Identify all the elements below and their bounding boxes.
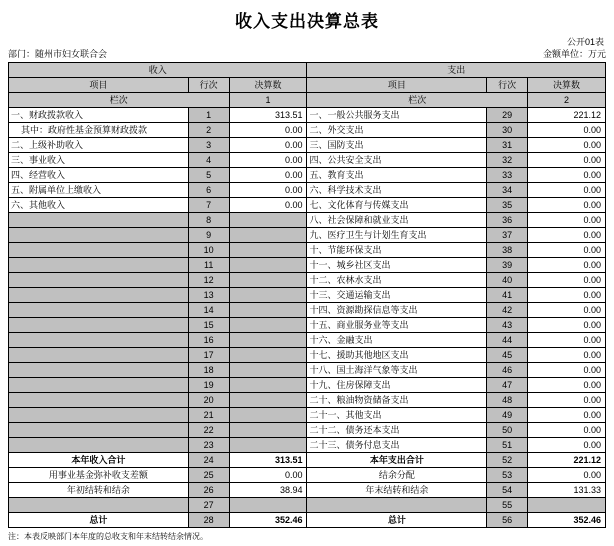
summary-expense-value: 131.33: [528, 483, 606, 498]
summary-income-rownum: 28: [188, 513, 229, 528]
expense-item-cell: 七、文化体育与传媒支出: [307, 198, 487, 213]
amount-unit-note: 金额单位：万元: [542, 49, 606, 59]
income-item-cell: [9, 348, 189, 363]
expense-item-cell: 二十、粮油物资储备支出: [307, 393, 487, 408]
expense-rownum-cell: 49: [487, 408, 528, 423]
income-value-cell: [229, 423, 307, 438]
expense-rownum-cell: 31: [487, 138, 528, 153]
summary-income-value: 0.00: [229, 468, 307, 483]
expense-item-cell: 二、外交支出: [307, 123, 487, 138]
income-rownum-cell: 4: [188, 153, 229, 168]
income-rownum-header: 行次: [188, 78, 229, 93]
income-value-cell: [229, 258, 307, 273]
income-value-cell: [229, 273, 307, 288]
table-row: [9, 168, 606, 183]
income-value-cell: 0.00: [229, 183, 307, 198]
income-rownum-cell: 16: [188, 333, 229, 348]
expense-code-value: 2: [528, 93, 606, 108]
income-rownum-cell: 7: [188, 198, 229, 213]
column-header-row: [9, 78, 606, 93]
expense-value-cell: 0.00: [528, 378, 606, 393]
income-item-cell: 四、经营收入: [9, 168, 189, 183]
income-value-cell: [229, 378, 307, 393]
expense-item-cell: 二十三、债务付息支出: [307, 438, 487, 453]
expense-item-cell: 十八、国土海洋气象等支出: [307, 363, 487, 378]
expense-code-label: 栏次: [307, 93, 528, 108]
income-rownum-cell: 10: [188, 243, 229, 258]
expense-rownum-cell: 43: [487, 318, 528, 333]
summary-income-rownum: 25: [188, 468, 229, 483]
income-value-cell: 313.51: [229, 108, 307, 123]
income-value-cell: [229, 243, 307, 258]
expense-rownum-cell: 45: [487, 348, 528, 363]
expense-value-cell: 0.00: [528, 318, 606, 333]
expense-rownum-cell: 50: [487, 423, 528, 438]
expense-rownum-cell: 47: [487, 378, 528, 393]
summary-expense-value: 352.46: [528, 513, 606, 528]
income-rownum-cell: 5: [188, 168, 229, 183]
income-rownum-cell: 9: [188, 228, 229, 243]
income-item-cell: [9, 213, 189, 228]
income-item-cell: [9, 393, 189, 408]
expense-rownum-cell: 39: [487, 258, 528, 273]
income-rownum-cell: 17: [188, 348, 229, 363]
expense-value-cell: 0.00: [528, 438, 606, 453]
income-item-cell: 二、上级补助收入: [9, 138, 189, 153]
expense-value-cell: 0.00: [528, 168, 606, 183]
expense-item-cell: 八、社会保障和就业支出: [307, 213, 487, 228]
expense-item-cell: 三、国防支出: [307, 138, 487, 153]
summary-row: [9, 453, 606, 468]
income-rownum-cell: 13: [188, 288, 229, 303]
expense-item-cell: 一、一般公共服务支出: [307, 108, 487, 123]
table-row: [9, 408, 606, 423]
table-row: [9, 438, 606, 453]
footer-note: 注：本表反映部门本年度的总收支和年末结转结余情况。: [8, 532, 208, 541]
income-item-cell: [9, 408, 189, 423]
summary-income-rownum: 27: [188, 498, 229, 513]
table-row: [9, 423, 606, 438]
summary-income-label: [9, 498, 189, 513]
expense-value-cell: 221.12: [528, 108, 606, 123]
income-rownum-cell: 21: [188, 408, 229, 423]
income-rownum-cell: 1: [188, 108, 229, 123]
income-item-cell: [9, 243, 189, 258]
income-rownum-cell: 15: [188, 318, 229, 333]
summary-expense-rownum: 56: [487, 513, 528, 528]
income-value-header: 决算数: [229, 78, 307, 93]
income-item-header: 项目: [9, 78, 189, 93]
income-item-cell: [9, 258, 189, 273]
expense-item-cell: 四、公共安全支出: [307, 153, 487, 168]
summary-expense-rownum: 53: [487, 468, 528, 483]
expense-value-cell: 0.00: [528, 393, 606, 408]
summary-income-label: 用事业基金弥补收支差额: [9, 468, 189, 483]
department-label: 部门：随州市妇女联合会: [8, 49, 108, 59]
expense-item-cell: 五、教育支出: [307, 168, 487, 183]
expense-rownum-cell: 51: [487, 438, 528, 453]
summary-expense-label: 结余分配: [307, 468, 487, 483]
expense-item-cell: 二十一、其他支出: [307, 408, 487, 423]
expense-rownum-cell: 29: [487, 108, 528, 123]
expense-item-header: 项目: [307, 78, 487, 93]
summary-income-label: 总计: [9, 513, 189, 528]
expense-value-cell: 0.00: [528, 273, 606, 288]
group-header-row: [9, 63, 606, 78]
expense-item-cell: 十九、住房保障支出: [307, 378, 487, 393]
expense-item-cell: 十一、城乡社区支出: [307, 258, 487, 273]
income-group-header: 收入: [9, 63, 307, 78]
table-row: [9, 258, 606, 273]
expense-value-cell: 0.00: [528, 303, 606, 318]
summary-expense-label: 年末结转和结余: [307, 483, 487, 498]
income-rownum-cell: 23: [188, 438, 229, 453]
expense-rownum-cell: 37: [487, 228, 528, 243]
expense-group-header: 支出: [307, 63, 606, 78]
summary-expense-rownum: 55: [487, 498, 528, 513]
expense-rownum-cell: 44: [487, 333, 528, 348]
table-row: [9, 138, 606, 153]
summary-income-label: 本年收入合计: [9, 453, 189, 468]
expense-rownum-cell: 41: [487, 288, 528, 303]
expense-item-cell: 十五、商业服务业等支出: [307, 318, 487, 333]
meta-row: [8, 48, 606, 62]
summary-expense-label: 本年支出合计: [307, 453, 487, 468]
summary-expense-label: 总计: [307, 513, 487, 528]
summary-income-rownum: 24: [188, 453, 229, 468]
income-value-cell: [229, 438, 307, 453]
income-value-cell: 0.00: [229, 198, 307, 213]
summary-expense-label: [307, 498, 487, 513]
summary-expense-value: 221.12: [528, 453, 606, 468]
table-row: [9, 288, 606, 303]
table-row: [9, 318, 606, 333]
expense-rownum-cell: 36: [487, 213, 528, 228]
expense-value-cell: 0.00: [528, 123, 606, 138]
summary-expense-value: [528, 498, 606, 513]
income-item-cell: [9, 318, 189, 333]
expense-item-cell: 十、节能环保支出: [307, 243, 487, 258]
summary-expense-rownum: 52: [487, 453, 528, 468]
code-row: [9, 93, 606, 108]
table-row: [9, 273, 606, 288]
expense-rownum-cell: 35: [487, 198, 528, 213]
income-value-cell: [229, 408, 307, 423]
income-rownum-cell: 22: [188, 423, 229, 438]
expense-value-cell: 0.00: [528, 228, 606, 243]
income-value-cell: [229, 348, 307, 363]
income-rownum-cell: 11: [188, 258, 229, 273]
income-rownum-cell: 12: [188, 273, 229, 288]
expense-item-cell: 十四、资源勘探信息等支出: [307, 303, 487, 318]
table-row: [9, 348, 606, 363]
table-row: [9, 363, 606, 378]
budget-table: [8, 62, 606, 528]
table-row: [9, 153, 606, 168]
summary-income-value: [229, 498, 307, 513]
summary-income-label: 年初结转和结余: [9, 483, 189, 498]
page-title: 收入支出决算总表: [235, 12, 379, 32]
income-value-cell: [229, 393, 307, 408]
table-row: [9, 198, 606, 213]
income-item-cell: [9, 363, 189, 378]
table-row: [9, 228, 606, 243]
expense-rownum-cell: 40: [487, 273, 528, 288]
income-value-cell: 0.00: [229, 123, 307, 138]
expense-item-cell: 六、科学技术支出: [307, 183, 487, 198]
table-row: [9, 378, 606, 393]
expense-rownum-cell: 34: [487, 183, 528, 198]
income-item-cell: 三、事业收入: [9, 153, 189, 168]
income-item-cell: 其中：政府性基金预算财政拨款: [9, 123, 189, 138]
income-code-value: 1: [229, 93, 307, 108]
income-item-cell: 六、其他收入: [9, 198, 189, 213]
summary-income-rownum: 26: [188, 483, 229, 498]
expense-value-cell: 0.00: [528, 333, 606, 348]
income-item-cell: 一、财政拨款收入: [9, 108, 189, 123]
summary-row: [9, 513, 606, 528]
income-item-cell: [9, 303, 189, 318]
expense-value-cell: 0.00: [528, 408, 606, 423]
expense-value-cell: 0.00: [528, 138, 606, 153]
table-row: [9, 303, 606, 318]
income-item-cell: [9, 288, 189, 303]
income-rownum-cell: 6: [188, 183, 229, 198]
income-item-cell: [9, 438, 189, 453]
income-value-cell: [229, 318, 307, 333]
income-item-cell: [9, 423, 189, 438]
table-row: [9, 213, 606, 228]
expense-rownum-cell: 30: [487, 123, 528, 138]
income-rownum-cell: 14: [188, 303, 229, 318]
income-item-cell: [9, 273, 189, 288]
income-rownum-cell: 18: [188, 363, 229, 378]
expense-rownum-cell: 48: [487, 393, 528, 408]
summary-row: [9, 483, 606, 498]
summary-income-value: 352.46: [229, 513, 307, 528]
income-item-cell: [9, 333, 189, 348]
expense-value-cell: 0.00: [528, 288, 606, 303]
expense-value-cell: 0.00: [528, 183, 606, 198]
expense-rownum-cell: 42: [487, 303, 528, 318]
income-rownum-cell: 2: [188, 123, 229, 138]
income-value-cell: 0.00: [229, 153, 307, 168]
summary-income-value: 38.94: [229, 483, 307, 498]
income-value-cell: 0.00: [229, 168, 307, 183]
expense-rownum-header: 行次: [487, 78, 528, 93]
income-value-cell: [229, 333, 307, 348]
expense-value-cell: 0.00: [528, 423, 606, 438]
expense-rownum-cell: 33: [487, 168, 528, 183]
expense-value-cell: 0.00: [528, 258, 606, 273]
expense-item-cell: 十二、农林水支出: [307, 273, 487, 288]
income-value-cell: [229, 228, 307, 243]
table-row: [9, 333, 606, 348]
expense-item-cell: 九、医疗卫生与计划生育支出: [307, 228, 487, 243]
income-value-cell: [229, 303, 307, 318]
income-rownum-cell: 3: [188, 138, 229, 153]
income-code-label: 栏次: [9, 93, 230, 108]
income-value-cell: 0.00: [229, 138, 307, 153]
income-value-cell: [229, 363, 307, 378]
income-value-cell: [229, 213, 307, 228]
form-number: 公开01表: [566, 37, 604, 47]
expense-rownum-cell: 38: [487, 243, 528, 258]
income-rownum-cell: 8: [188, 213, 229, 228]
income-value-cell: [229, 288, 307, 303]
expense-item-cell: 十六、金融支出: [307, 333, 487, 348]
table-row: [9, 123, 606, 138]
summary-row: [9, 468, 606, 483]
table-row: [9, 243, 606, 258]
summary-income-value: 313.51: [229, 453, 307, 468]
income-rownum-cell: 20: [188, 393, 229, 408]
expense-value-cell: 0.00: [528, 348, 606, 363]
expense-value-cell: 0.00: [528, 243, 606, 258]
expense-value-cell: 0.00: [528, 198, 606, 213]
expense-value-cell: 0.00: [528, 363, 606, 378]
table-row: [9, 108, 606, 123]
expense-value-cell: 0.00: [528, 213, 606, 228]
expense-item-cell: 十七、援助其他地区支出: [307, 348, 487, 363]
expense-item-cell: 十三、交通运输支出: [307, 288, 487, 303]
expense-value-cell: 0.00: [528, 153, 606, 168]
income-rownum-cell: 19: [188, 378, 229, 393]
table-row: [9, 183, 606, 198]
income-item-cell: [9, 378, 189, 393]
summary-expense-value: 0.00: [528, 468, 606, 483]
table-row: [9, 393, 606, 408]
summary-row: [9, 498, 606, 513]
expense-rownum-cell: 32: [487, 153, 528, 168]
income-item-cell: [9, 228, 189, 243]
expense-value-header: 决算数: [528, 78, 606, 93]
summary-expense-rownum: 54: [487, 483, 528, 498]
expense-item-cell: 二十二、债务还本支出: [307, 423, 487, 438]
income-item-cell: 五、附属单位上缴收入: [9, 183, 189, 198]
expense-rownum-cell: 46: [487, 363, 528, 378]
